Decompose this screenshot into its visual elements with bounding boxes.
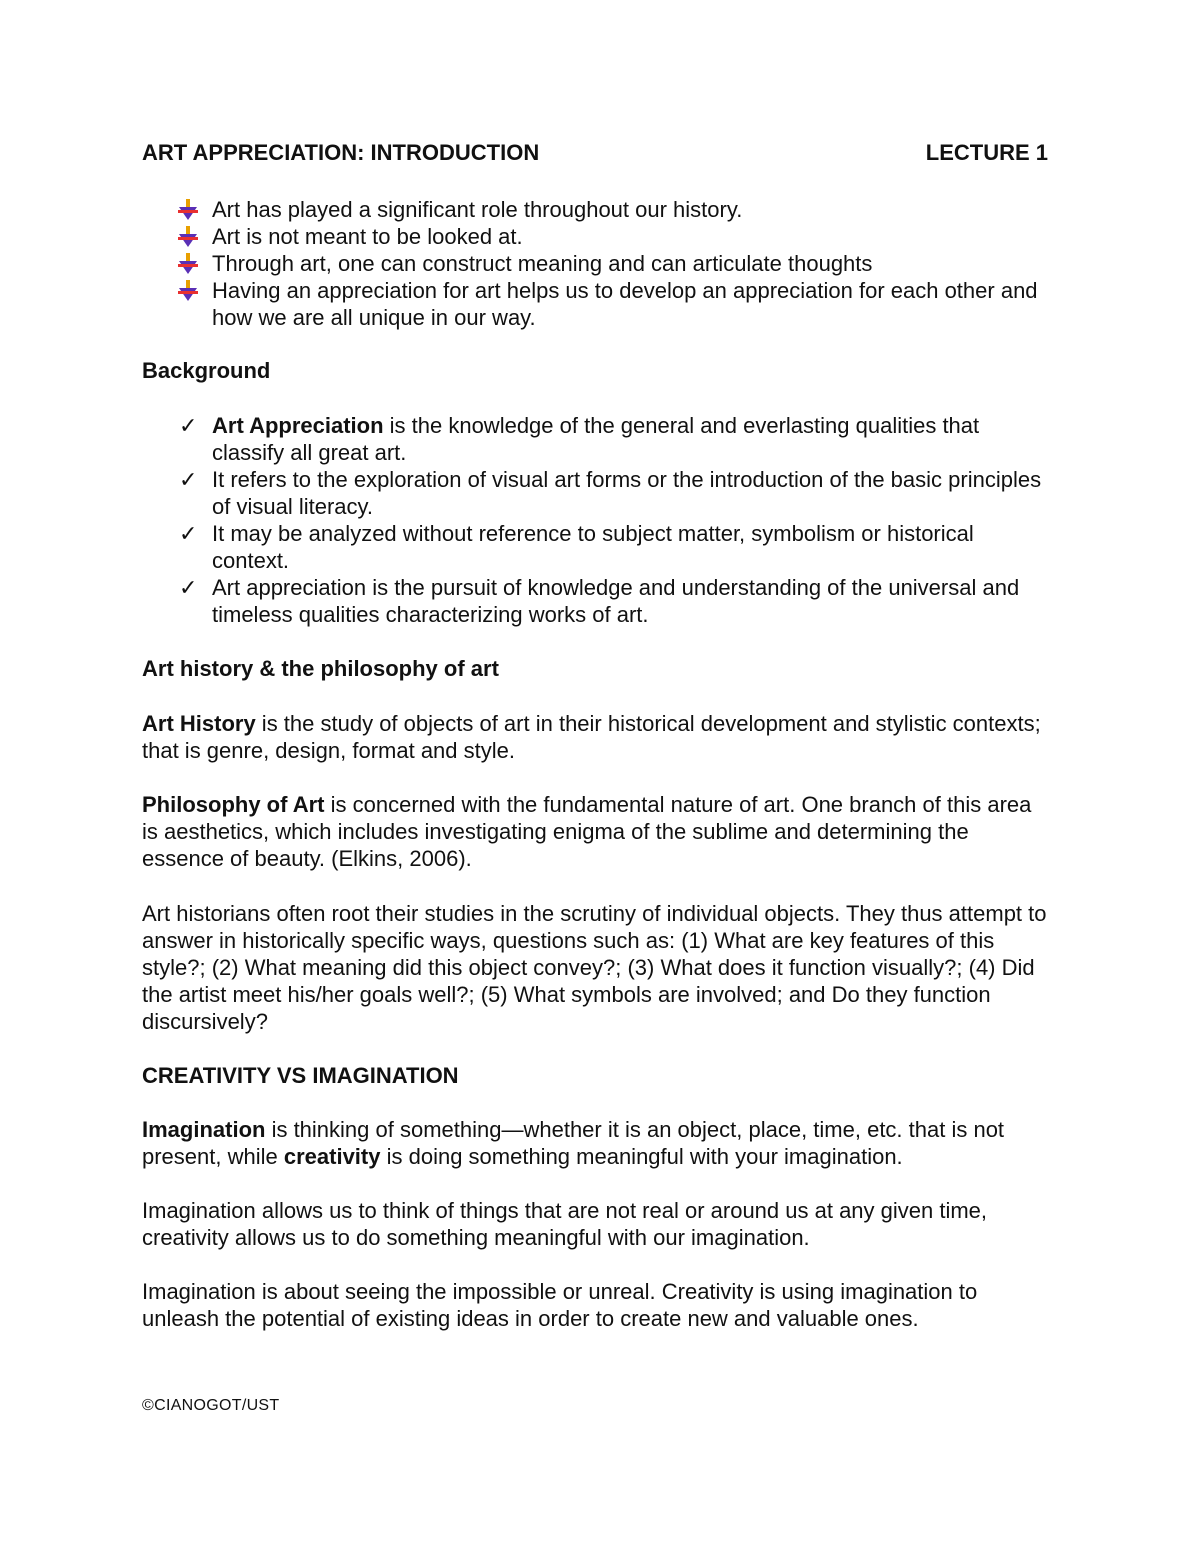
checkmark-icon: ✓ xyxy=(179,413,198,438)
checkmark-icon: ✓ xyxy=(179,521,198,546)
list-item: Art has played a significant role throughout our history. xyxy=(142,196,1052,223)
lecture-number: LECTURE 1 xyxy=(925,140,1048,165)
section-heading-art-history: Art history & the philosophy of art xyxy=(142,656,499,681)
list-item: Through art, one can construct meaning and can articulate thoughts xyxy=(142,250,1052,277)
imagination-creativity-paragraph: Imagination allows us to think of things that are not real or around us at any given time, creativity allows us to do something meaningful with our imagination. xyxy=(142,1198,988,1250)
document-header xyxy=(142,140,1048,166)
list-item: ✓ It may be analyzed without reference to subject matter, symbolism or historical context. xyxy=(179,521,974,573)
section-heading-creativity: CREATIVITY VS IMAGINATION xyxy=(142,1063,459,1088)
art-history-paragraph: Art History is the study of objects of art in their historical development and stylistic contexts; that is genre, design, format and style. xyxy=(142,711,1041,763)
document-title: ART APPRECIATION: INTRODUCTION xyxy=(142,140,540,165)
list-item: Art is not meant to be looked at. xyxy=(142,223,1052,250)
list-item: ✓ It refers to the exploration of visual art forms or the introduction of the basic principles of visual literacy. xyxy=(179,467,1042,519)
arrow-down-bullet-icon xyxy=(177,225,199,249)
historians-paragraph: Art historians often root their studies in the scrutiny of individual objects. They thus attempt to answer in historically specific ways, questions such as: (1) What are key features of this style?; (2) What meaning did this object convey?; (3) What does it function visually?; (4) Did the artist meet his/her goals well?; (5) What symbols are involved; and Do they function discursively? xyxy=(142,901,1047,1034)
imagination-paragraph: Imagination is thinking of something—whether it is an object, place, time, etc. that is not present, while creativity is doing something meaningful with your imagination. xyxy=(142,1117,1005,1169)
checkmark-icon: ✓ xyxy=(179,575,198,600)
background-checklist xyxy=(142,412,1052,628)
arrow-down-bullet-icon xyxy=(177,252,199,276)
copyright-footer: ©CIANOGOT/UST xyxy=(142,1397,280,1414)
list-item: ✓ Art appreciation is the pursuit of knowledge and understanding of the universal and timeless qualities characterizing works of art. xyxy=(179,575,1020,627)
arrow-down-bullet-icon xyxy=(177,198,199,222)
intro-bullet-list xyxy=(142,196,1052,331)
philosophy-paragraph: Philosophy of Art is concerned with the fundamental nature of art. One branch of this area is aesthetics, which includes investigating enigma of the sublime and determining the essence of beauty. (Elkins, 2006). xyxy=(142,792,1032,871)
checkmark-icon: ✓ xyxy=(179,467,198,492)
impossible-paragraph: Imagination is about seeing the impossible or unreal. Creativity is using imagination to unleash the potential of existing ideas in order to create new and valuable ones. xyxy=(142,1279,978,1331)
section-heading-background: Background xyxy=(142,358,271,383)
list-item: ✓ Art Appreciation is the knowledge of the general and everlasting qualities that classify all great art. xyxy=(179,413,980,465)
arrow-down-bullet-icon xyxy=(177,279,199,303)
list-item: Having an appreciation for art helps us to develop an appreciation for each other and how we are all unique in our way. xyxy=(142,277,1052,331)
